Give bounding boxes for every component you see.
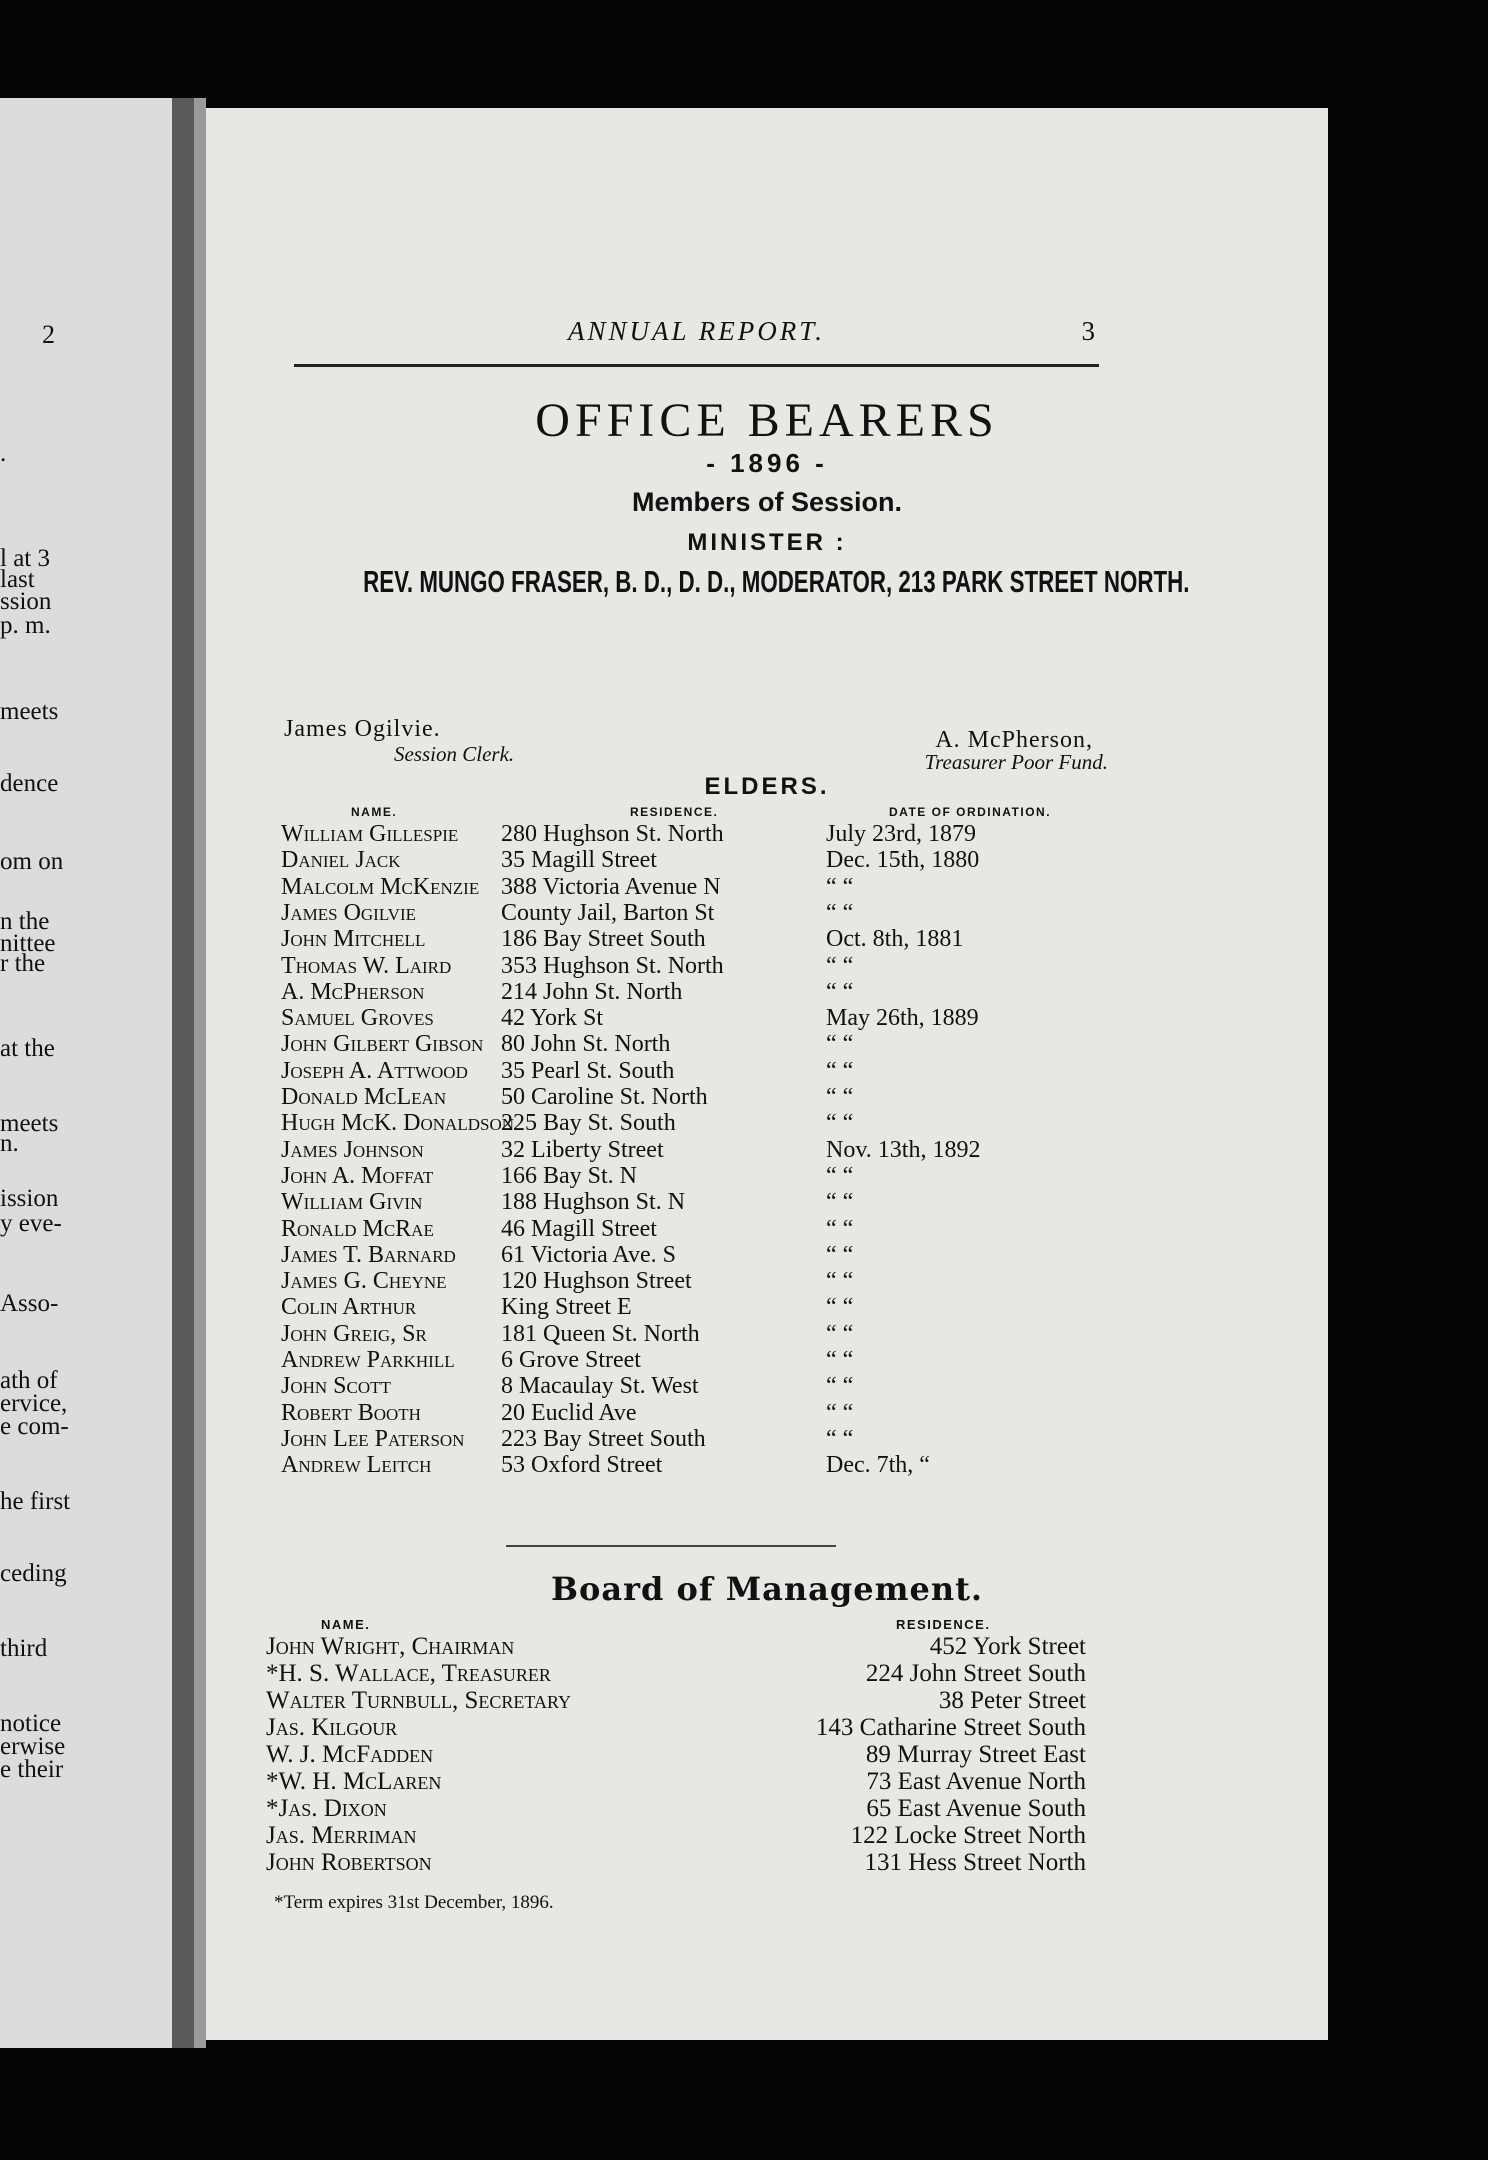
board-column-name: NAME. <box>321 1617 371 1632</box>
board-member-name: W. J. McFadden <box>266 1741 434 1768</box>
elder-ordination-date: “ “ <box>826 1268 854 1295</box>
elder-ordination-date: “ “ <box>826 1084 854 1110</box>
elder-ordination-date: “ “ <box>826 952 854 979</box>
elder-ordination-date: “ “ <box>826 978 854 1005</box>
elder-row <box>281 1452 1096 1479</box>
elder-residence: 46 Magill Street <box>501 1215 657 1242</box>
elder-name: Malcolm McKenzie <box>281 873 480 900</box>
elder-residence: 120 Hughson Street <box>501 1268 692 1295</box>
elder-name: James Johnson <box>281 1136 424 1163</box>
elder-name: William Givin <box>281 1189 423 1216</box>
left-page-line: meets <box>0 698 59 725</box>
elder-name: Thomas W. Laird <box>281 952 452 979</box>
elder-name: Colin Arthur <box>281 1294 417 1321</box>
board-member-name: John Wright, Chairman <box>266 1633 515 1660</box>
elder-ordination-date: “ “ <box>826 1031 854 1058</box>
elder-name: John Lee Paterson <box>281 1425 465 1452</box>
elder-residence: 181 Queen St. North <box>501 1320 700 1347</box>
left-page-line: last <box>0 566 35 593</box>
board-member-name: Jas. Kilgour <box>266 1714 398 1741</box>
elder-residence: 32 Liberty Street <box>501 1136 664 1163</box>
board-heading: Board of Management. <box>550 1570 984 1608</box>
elder-name: Ronald McRae <box>281 1215 434 1242</box>
elder-name: Joseph A. Attwood <box>281 1057 468 1084</box>
elder-name: Andrew Parkhill <box>281 1347 455 1373</box>
elder-row <box>281 953 1096 980</box>
board-member-row <box>266 1687 1086 1714</box>
elder-ordination-date: “ “ <box>826 1294 854 1321</box>
elder-ordination-date: “ “ <box>826 1110 854 1137</box>
elder-name: Daniel Jack <box>281 847 401 874</box>
session-heading: Members of Session. <box>631 487 903 517</box>
left-page-line: ssion <box>0 588 52 615</box>
left-page-line: l at 3 <box>0 545 50 572</box>
board-member-residence: 38 Peter Street <box>938 1687 1086 1714</box>
elder-ordination-date: “ “ <box>826 1425 854 1452</box>
elder-residence: 166 Bay St. N <box>501 1162 638 1189</box>
board-member-row <box>266 1660 1086 1687</box>
elder-ordination-date: “ “ <box>826 873 854 900</box>
left-page-line: . <box>0 440 7 467</box>
left-page-line: ceding <box>0 1560 67 1587</box>
elder-residence: County Jail, Barton St <box>501 899 715 926</box>
running-header-title: ANNUAL REPORT. <box>567 316 825 346</box>
section-separator <box>506 1545 836 1547</box>
elder-residence: 53 Oxford Street <box>501 1452 663 1479</box>
elder-row <box>281 1373 1096 1400</box>
elder-residence: 188 Hughson St. N <box>501 1189 686 1216</box>
elder-name: James G. Cheyne <box>281 1268 447 1295</box>
elder-name: Andrew Leitch <box>281 1452 432 1479</box>
left-page-line: meets <box>0 1110 59 1137</box>
board-member-row <box>266 1822 1086 1849</box>
left-page-line: erwise <box>0 1733 66 1760</box>
elder-name: John A. Moffat <box>281 1162 434 1189</box>
elder-residence: 225 Bay St. South <box>501 1110 676 1137</box>
year-heading: - 1896 - <box>706 448 828 478</box>
board-member-residence: 65 East Avenue South <box>866 1795 1086 1822</box>
board-member-name: Walter Turnbull, Secretary <box>266 1687 571 1714</box>
left-facing-page <box>0 98 172 2048</box>
elder-residence: 214 John St. North <box>501 978 683 1005</box>
elder-ordination-date: “ “ <box>826 1189 854 1216</box>
elder-ordination-date: “ “ <box>826 1241 854 1268</box>
left-page-line: n. <box>0 1130 19 1157</box>
board-member-residence: 224 John Street South <box>865 1660 1086 1687</box>
board-column-residence: RESIDENCE. <box>896 1617 991 1632</box>
elder-ordination-date: May 26th, 1889 <box>826 1005 979 1032</box>
board-member-name: Jas. Merriman <box>266 1822 417 1849</box>
left-page-line: ission <box>0 1185 59 1212</box>
minister-label: MINISTER : <box>687 529 847 556</box>
elder-row <box>281 1137 1096 1164</box>
elder-row <box>281 1347 1096 1374</box>
footnote: *Term expires 31st December, 1896. <box>274 1892 554 1913</box>
elder-row <box>281 847 1096 874</box>
left-page-line: he first <box>0 1488 71 1515</box>
left-page-line: y eve- <box>0 1210 62 1237</box>
running-header <box>294 316 1099 356</box>
elder-row <box>281 874 1096 901</box>
elder-row <box>281 1400 1096 1427</box>
board-member-residence: 122 Locke Street North <box>850 1822 1086 1849</box>
elders-column-date: DATE OF ORDINATION. <box>889 805 1052 819</box>
elders-heading: ELDERS. <box>704 773 830 800</box>
elders-column-residence: RESIDENCE. <box>630 805 719 819</box>
elder-row <box>281 1294 1096 1321</box>
left-page-line: third <box>0 1635 48 1662</box>
header-rule <box>294 364 1099 367</box>
elder-row <box>281 821 1096 848</box>
elder-residence: 388 Victoria Avenue N <box>501 873 721 900</box>
minister-line: REV. MUNGO FRASER, B. D., D. D., MODERATOR, 213 PARK STREET NORTH. <box>363 564 1190 599</box>
elder-residence: 35 Magill Street <box>501 847 657 874</box>
elder-row <box>281 1242 1096 1269</box>
board-member-residence: 73 East Avenue North <box>866 1768 1086 1795</box>
board-member-row <box>266 1768 1086 1795</box>
elder-ordination-date: Oct. 8th, 1881 <box>826 926 964 953</box>
elder-row <box>281 1268 1096 1295</box>
board-member-row <box>266 1633 1086 1660</box>
elder-residence: 186 Bay Street South <box>501 926 706 953</box>
board-member-residence: 131 Hess Street North <box>864 1849 1086 1876</box>
treasurer-role: Treasurer Poor Fund. <box>924 750 1108 774</box>
elder-residence: 35 Pearl St. South <box>501 1057 675 1084</box>
elder-row <box>281 1084 1096 1111</box>
board-member-residence: 452 York Street <box>929 1633 1086 1660</box>
left-page-line: r the <box>0 950 46 977</box>
left-page-line: om on <box>0 848 64 875</box>
board-member-residence: 89 Murray Street East <box>865 1741 1086 1768</box>
elder-residence: 223 Bay Street South <box>501 1425 706 1452</box>
left-page-line: e their <box>0 1756 64 1783</box>
left-page-line: nittee <box>0 930 56 957</box>
elder-ordination-date: “ “ <box>826 1057 854 1084</box>
board-member-residence: 143 Catharine Street South <box>815 1714 1086 1741</box>
elder-ordination-date: Dec. 15th, 1880 <box>826 847 980 874</box>
board-member-row <box>266 1714 1086 1741</box>
elder-name: John Greig, Sr <box>281 1320 427 1347</box>
document-page <box>206 108 1328 2040</box>
elder-name: William Gillespie <box>281 821 459 847</box>
elder-name: Samuel Groves <box>281 1005 434 1032</box>
left-page-line: dence <box>0 770 59 797</box>
left-page-line: ath of <box>0 1367 58 1394</box>
board-member-row <box>266 1795 1086 1822</box>
elder-residence: 42 York St <box>501 1005 604 1032</box>
treasurer-name: A. McPherson, <box>935 727 1093 753</box>
elder-name: James T. Barnard <box>281 1241 456 1268</box>
left-page-line: p. m. <box>0 612 51 639</box>
elder-ordination-date: “ “ <box>826 1399 854 1426</box>
board-member-name: *W. H. McLaren <box>266 1768 442 1795</box>
elder-residence: King Street E <box>501 1294 632 1321</box>
session-clerk-role: Session Clerk. <box>394 742 515 766</box>
elder-row <box>281 926 1096 953</box>
elder-row <box>281 1058 1096 1085</box>
elders-column-name: NAME. <box>351 805 398 819</box>
elder-residence: 353 Hughson St. North <box>501 952 724 979</box>
page-title: OFFICE BEARERS <box>535 394 999 447</box>
page-number: 3 <box>1081 316 1095 346</box>
board-member-row <box>266 1849 1086 1876</box>
elder-ordination-date: “ “ <box>826 1320 854 1347</box>
elder-residence: 61 Victoria Ave. S <box>501 1241 676 1268</box>
session-clerk-name: James Ogilvie. <box>284 716 441 742</box>
elder-row <box>281 1031 1096 1058</box>
elder-row <box>281 1189 1096 1216</box>
elder-ordination-date: “ “ <box>826 1162 854 1189</box>
elder-row <box>281 979 1096 1006</box>
elder-residence: 280 Hughson St. North <box>501 821 724 847</box>
page-gutter <box>194 98 206 2048</box>
board-member-name: *H. S. Wallace, Treasurer <box>266 1660 551 1687</box>
elder-name: Hugh McK. Donaldson <box>281 1110 515 1137</box>
left-page-line: Asso- <box>0 1290 59 1317</box>
elder-residence: 20 Euclid Ave <box>501 1399 637 1426</box>
elder-residence: 8 Macaulay St. West <box>501 1373 699 1400</box>
elder-ordination-date: Dec. 7th, “ <box>826 1452 930 1479</box>
left-page-line: at the <box>0 1035 55 1062</box>
left-page-line: n the <box>0 908 50 935</box>
elder-residence: 6 Grove Street <box>501 1347 641 1373</box>
elder-ordination-date: “ “ <box>826 1215 854 1242</box>
elder-row <box>281 1110 1096 1137</box>
elder-ordination-date: Nov. 13th, 1892 <box>826 1136 981 1163</box>
elder-row <box>281 1005 1096 1032</box>
elder-ordination-date: “ “ <box>826 899 854 926</box>
left-page-number: 2 <box>42 320 55 349</box>
elder-ordination-date: “ “ <box>826 1373 854 1400</box>
elder-row <box>281 1426 1096 1453</box>
elder-ordination-date: July 23rd, 1879 <box>826 821 976 847</box>
elder-residence: 50 Caroline St. North <box>501 1084 708 1110</box>
board-member-name: *Jas. Dixon <box>266 1795 387 1822</box>
elder-residence: 80 John St. North <box>501 1031 671 1058</box>
elder-name: James Ogilvie <box>281 899 416 926</box>
left-page-line: ervice, <box>0 1390 68 1417</box>
elder-name: A. McPherson <box>281 978 425 1005</box>
elder-row <box>281 1163 1096 1190</box>
elder-row <box>281 900 1096 927</box>
left-page-line: e com- <box>0 1413 69 1440</box>
board-member-row <box>266 1741 1086 1768</box>
elder-name: Robert Booth <box>281 1399 421 1426</box>
elder-name: John Scott <box>281 1373 391 1400</box>
elder-name: Donald McLean <box>281 1084 447 1110</box>
page-edge-shadow <box>172 98 194 2048</box>
elder-name: John Mitchell <box>281 926 426 953</box>
left-page-line: notice <box>0 1710 62 1737</box>
elder-row <box>281 1216 1096 1243</box>
elder-ordination-date: “ “ <box>826 1347 854 1373</box>
board-member-name: John Robertson <box>266 1849 432 1876</box>
elder-row <box>281 1321 1096 1348</box>
elder-name: John Gilbert Gibson <box>281 1031 484 1058</box>
